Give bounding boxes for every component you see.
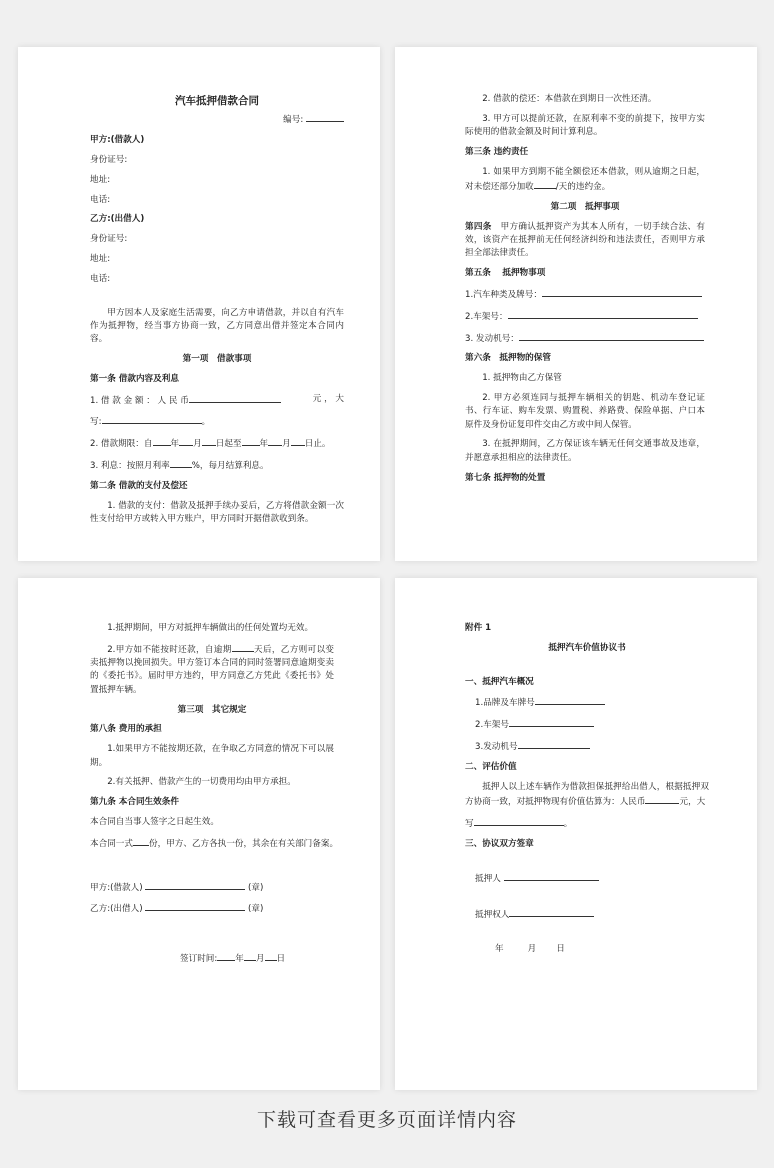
document-title: 汽车抵押借款合同: [175, 95, 259, 107]
party-b-heading: 乙方:(出借人): [90, 214, 145, 225]
annex-date: 年 月 日: [495, 944, 565, 955]
sign-date-line: 签订时间: 年 月 日: [90, 951, 334, 966]
article-7-heading: 第七条 抵押物的处置: [465, 472, 546, 483]
party-a-address: 地址:: [90, 174, 111, 185]
effective-1: 本合同自当事人签字之日起生效。: [90, 816, 219, 827]
amount-line: 1. 借 款 金 额 ： 人 民 币 元 ， 大: [90, 393, 344, 406]
breach-paragraph: 1. 如果甲方到期不能全额偿还本借款，则从逾期之日起，对未偿还部分加收 /天的违约金。: [465, 166, 705, 193]
keep-1: 1. 抵押物由乙方保管: [482, 373, 562, 384]
party-a-id: 身份证号:: [90, 154, 128, 165]
contract-page-3: [18, 578, 380, 1090]
fee-2: 2.有关抵押、借款产生的一切费用均由甲方承担。: [107, 777, 296, 788]
annex-title: 抵押汽车价值协议书: [548, 642, 626, 653]
car-type-line: 1.汽车种类及牌号：: [465, 287, 705, 302]
article-6-heading: 第六条 抵押物的保管: [465, 353, 551, 364]
section-2-heading: 第二项 抵押事项: [550, 201, 620, 212]
valuation-words-line: 写 。: [465, 816, 709, 831]
plate-line: 1.品牌及车牌号: [465, 695, 709, 710]
party-a-phone: 电话:: [90, 194, 111, 205]
annex-section-1: 一、抵押汽车概况: [465, 676, 534, 687]
article-4-paragraph: 第四条 甲方确认抵押资产为其本人所有，一切手续合法、有效，该资产在抵押前无任何经济纠纷和违法责任，否则甲方承担全部法律责任。: [465, 221, 705, 259]
article-9-heading: 第九条 本合同生效条件: [90, 797, 179, 808]
frame-number-line: 2.车架号：: [465, 309, 705, 324]
fee-1: 1.如果甲方不能按期还款，在争取乙方同意的情况下可以展期。: [90, 744, 334, 768]
number-blank: [306, 112, 344, 122]
valuation-paragraph: 抵押人以上述车辆作为借款担保抵押给出借人，根据抵押双方协商一致，对抵押物现有价值估算为：人民币 元，大: [465, 781, 709, 807]
sign-party-b: 乙方:(出借人) (章): [90, 901, 334, 916]
engine-line: 3.发动机号: [465, 739, 709, 754]
party-a-heading: 甲方:(借款人): [90, 135, 145, 146]
mortgagee-sign: 抵押权人: [465, 907, 709, 922]
mortgagor-sign: 抵押人: [465, 871, 709, 886]
loan-period-line: 2. 借款期限：自 年 月 日起至 年 月 日止。: [90, 436, 344, 451]
intro-paragraph: 甲方因本人及家庭生活需要，向乙方申请借款，并以自有汽车作为抵押物，经当事方协商一致，乙方同意出借并签定本合同内容。: [90, 307, 344, 345]
keep-3: 3. 在抵押期间，乙方保证该车辆无任何交通事故及违章，并愿意承担相应的法律责任。: [465, 439, 705, 463]
interest-line: 3. 利息：按照月利率 %，每月结算利息。: [90, 458, 344, 473]
section-3-heading: 第三项 其它规定: [177, 704, 247, 715]
repay-paragraph: 2. 借款的偿还：本借款在到期日一次性还清。: [482, 94, 657, 104]
party-b-address: 地址:: [90, 253, 111, 264]
article-1-heading: 第一条 借款内容及利息: [90, 373, 179, 384]
disposal-1: 1.抵押期间，甲方对抵押车辆做出的任何处置均无效。: [107, 623, 314, 633]
party-b-phone: 电话:: [90, 273, 111, 284]
effective-2: 本合同一式 份，甲方、乙方各执一份，其余在有关部门备案。: [90, 836, 334, 851]
article-3-heading: 第三条 违约责任: [465, 146, 529, 157]
party-b-id: 身份证号:: [90, 234, 128, 245]
number-line: 编号:: [90, 112, 344, 127]
payment-paragraph: 1. 借款的支付：借款及抵押手续办妥后，乙方将借款金额一次性支付给甲方或转入甲方账户，甲方同时开据借款收到条。: [90, 500, 344, 525]
annex-section-3: 三、协议双方签章: [465, 838, 534, 849]
article-5-heading: 第五条 抵押物事项: [465, 268, 546, 279]
article-2-heading: 第二条 借款的支付及偿还: [90, 480, 188, 491]
annex-section-2: 二、评估价值: [465, 761, 517, 772]
contract-page-1: [18, 47, 380, 561]
download-caption: 下载可查看更多页面详情内容: [256, 1109, 517, 1131]
amount-words-line: 写: 。: [90, 414, 344, 429]
sign-party-a: 甲方:(借款人) (章): [90, 880, 334, 895]
frame-line: 2.车架号: [465, 717, 709, 732]
disposal-2: 2.甲方如不能按时还款，自逾期 天后，乙方则可以变卖抵押物以挽回损失。甲方签订本合同的同时签署同意逾期变卖的《委托书》。届时甲方违约，甲方同意乙方凭此《委托书》处置抵押车辆。: [90, 642, 334, 697]
section-1-heading: 第一项 借款事项: [182, 354, 252, 365]
article-8-heading: 第八条 费用的承担: [90, 724, 162, 735]
annex-label: 附件 1: [465, 623, 492, 633]
early-repay-paragraph: 3. 甲方可以提前还款，在原利率不变的前提下，按甲方实际使用的借款金额及时间计算利息。: [465, 113, 705, 138]
contract-page-4: [395, 578, 757, 1090]
keep-2: 2. 甲方必须连同与抵押车辆相关的钥匙、机动车登记证书、行车证、购车发票、购置税、养路费、保险单据、户口本原件及身份证复印件交由乙方或中间人保管。: [465, 393, 705, 430]
contract-page-2: [395, 47, 757, 561]
engine-number-line: 3. 发动机号：: [465, 331, 705, 346]
